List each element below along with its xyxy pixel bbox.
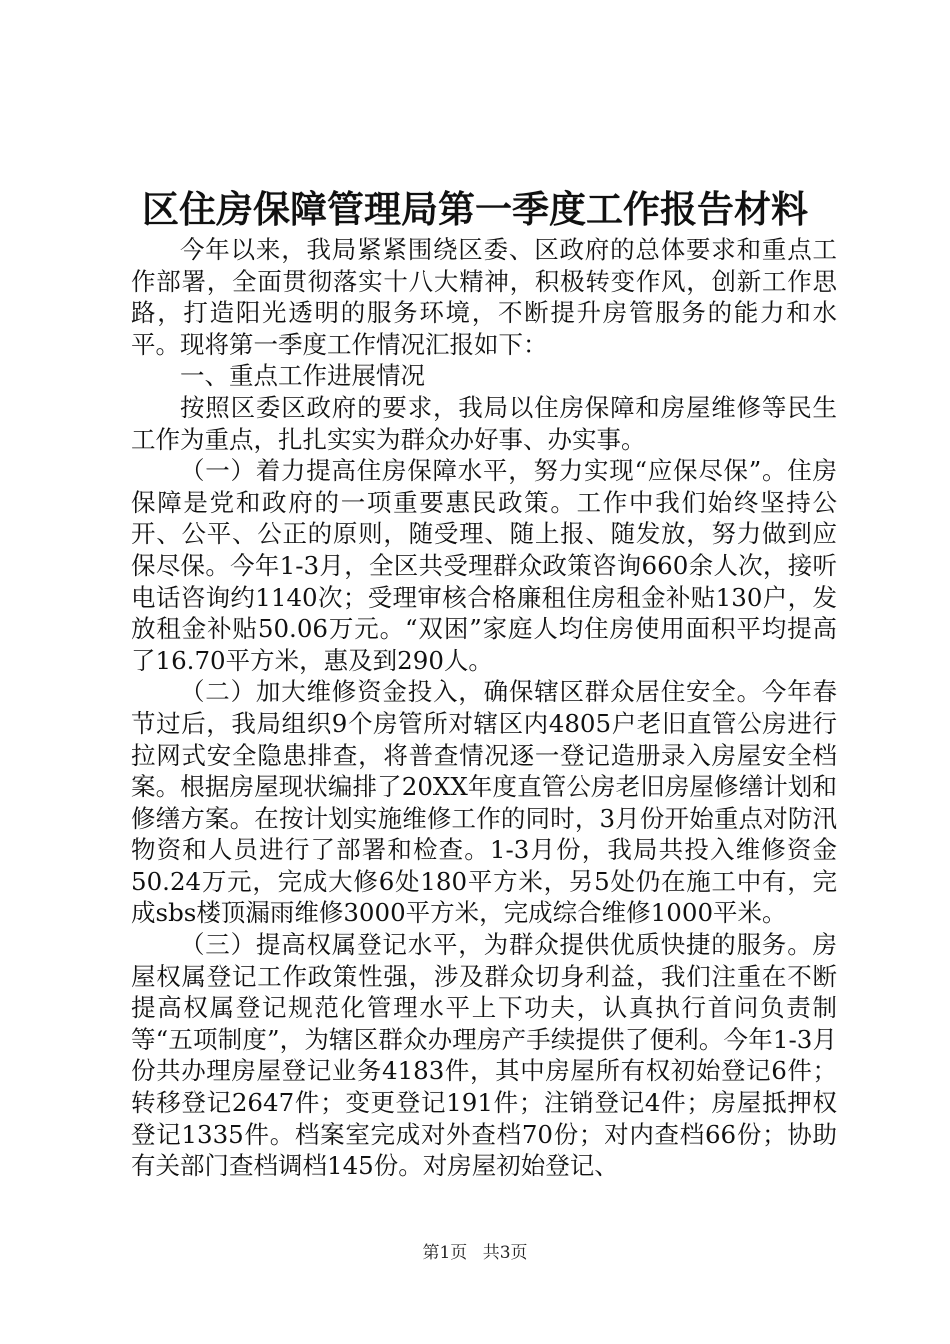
paragraph-overview: 按照区委区政府的要求，我局以住房保障和房屋维修等民生工作为重点，扎扎实实为群众办好事、办实事。: [131, 392, 837, 454]
paragraph-maintenance: （二）加大维修资金投入，确保辖区群众居住安全。今年春节过后，我局组织9个房管所对辖区内4805户老旧直管公房进行拉网式安全隐患排查，将普查情况逐一登记造册录入房屋安全档案。根据房屋现状编排了20XX年度直管公房老旧房屋修缮计划和修缮方案。在按计划实施维修工作的同时，3月份开始重点对防汛物资和人员进行了部署和检查。1-3月份，我局共投入维修资金50.24万元，完成大修6处180平方米，另5处仍在施工中有，完成sbs楼顶漏雨维修3000平方米，完成综合维修1000平米。: [131, 677, 837, 928]
paragraph-housing-security: （一）着力提高住房保障水平，努力实现“应保尽保”。住房保障是党和政府的一项重要惠民政策。工作中我们始终坚持公开、公平、公正的原则，随受理、随上报、随发放，努力做到应保尽保。今年1-3月，全区共受理群众政策咨询660余人次，接听电话咨询约1140次；受理审核合格廉租住房租金补贴130户，发放租金补贴50.06万元。“双困”家庭人均住房使用面积平均提高了16.70平方米，惠及到290人。: [131, 456, 837, 675]
page-footer: [0, 1241, 950, 1265]
page-number: 第1页: [422, 1243, 468, 1263]
document-title: 区住房保障管理局第一季度工作报告材料: [142, 187, 808, 231]
paragraph-registration: （三）提高权属登记水平，为群众提供优质快捷的服务。房屋权属登记工作政策性强，涉及群众切身利益，我们注重在不断提高权属登记规范化管理水平上下功夫，认真执行首问负责制等“五项制度”，为辖区群众办理房产手续提供了便利。今年1-3月份共办理房屋登记业务4183件，其中房屋所有权初始登记6件；转移登记2647件；变更登记191件；注销登记4件；房屋抵押权登记1335件。档案室完成对外查档70份；对内查档66份；协助有关部门查档调档145份。对房屋初始登记、: [131, 930, 837, 1181]
document-body: [131, 234, 837, 1182]
paragraph-intro: 今年以来，我局紧紧围绕区委、区政府的总体要求和重点工作部署，全面贯彻落实十八大精神，积极转变作风，创新工作思路，打造阳光透明的服务环境，不断提升房管服务的能力和水平。现将第一季度工作情况汇报如下：: [131, 235, 837, 359]
page-total: 共3页: [482, 1243, 528, 1263]
section-heading: 一、重点工作进展情况: [180, 361, 425, 391]
